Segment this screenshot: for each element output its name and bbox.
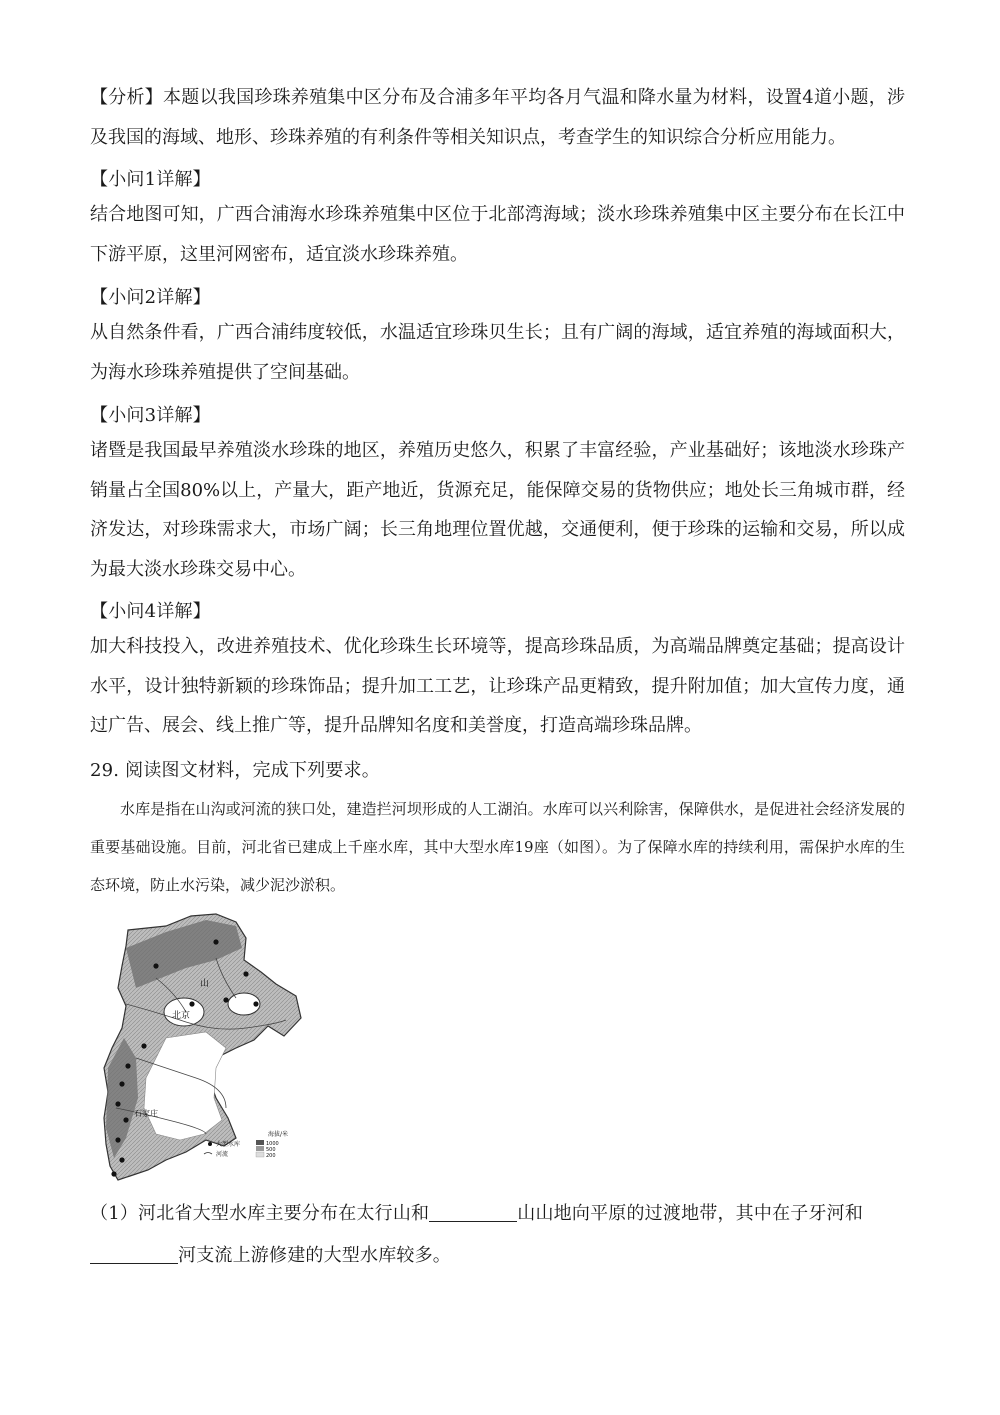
map-label-shan: 山 bbox=[200, 979, 210, 989]
question-1-line-1 bbox=[90, 1199, 863, 1225]
q2-title: 【小问2详解】 bbox=[90, 287, 211, 308]
legend-elev-3: 200 bbox=[266, 1153, 276, 1159]
map-label-shijiazhuang: 石家庄 bbox=[134, 1109, 158, 1118]
map-label-beijing: 北京 bbox=[172, 1011, 191, 1021]
q4-body: 加大科技投入，改进养殖技术、优化珍珠生长环境等，提高珍珠品质，为高端品牌奠定基础；提高设计水平，设计独特新颖的珍珠饰品；提升加工工艺，让珍珠产品更精致，提升附加值；加大宣传力度，通过广告、展会、线上推广等，提升品牌知名度和美誉度，打造高端珍珠品牌。 bbox=[90, 636, 905, 736]
answer-blank-1[interactable] bbox=[429, 1203, 517, 1222]
analysis-paragraph: 【分析】本题以我国珍珠养殖集中区分布及合浦多年平均各月气温和降水量为材料，设置4道小题，涉及我国的海域、地形、珍珠养殖的有利条件等相关知识点，考查学生的知识综合分析应用能力。 bbox=[90, 87, 905, 148]
question-1-part-a: （1）河北省大型水库主要分布在太行山和 bbox=[90, 1203, 430, 1224]
q1-body: 结合地图可知，广西合浦海水珍珠养殖集中区位于北部湾海域；淡水珍珠养殖集中区主要分布在长江中下游平原，这里河网密布，适宜淡水珍珠养殖。 bbox=[90, 204, 905, 265]
q4-title: 【小问4详解】 bbox=[90, 601, 211, 622]
answer-blank-2[interactable] bbox=[90, 1245, 178, 1264]
q1-title: 【小问1详解】 bbox=[90, 169, 211, 190]
legend-river: 河流 bbox=[216, 1151, 229, 1158]
question-1-part-b: 山山地向平原的过渡地带，其中在子牙河和 bbox=[517, 1203, 864, 1224]
legend-elev-1: 1000 bbox=[266, 1141, 279, 1147]
q2-body: 从自然条件看，广西合浦纬度较低，水温适宜珍珠贝生长；且有广阔的海域，适宜养殖的海域面积大，为海水珍珠养殖提供了空间基础。 bbox=[90, 322, 905, 383]
legend-title: 海拔/米 bbox=[268, 1131, 289, 1138]
q29-title: 29. 阅读图文材料，完成下列要求。 bbox=[90, 760, 380, 781]
legend-reservoir: 大型水库 bbox=[216, 1141, 241, 1148]
question-1-part-c: 河支流上游修建的大型水库较多。 bbox=[178, 1245, 451, 1266]
hebei-reservoir-map bbox=[96, 908, 306, 1186]
question-1-line-2 bbox=[90, 1241, 451, 1267]
q3-title: 【小问3详解】 bbox=[90, 405, 211, 426]
legend-elev-2: 500 bbox=[266, 1147, 276, 1153]
q3-body: 诸暨是我国最早养殖淡水珍珠的地区，养殖历史悠久，积累了丰富经验，产业基础好；该地淡水珍珠产销量占全国80%以上，产量大，距产地近，货源充足，能保障交易的货物供应；地处长三角城市群，经济发达，对珍珠需求大，市场广阔；长三角地理位置优越，交通便利，便于珍珠的运输和交易，所以成为最大淡水珍珠交易中心。 bbox=[90, 440, 905, 580]
q29-material: 水库是指在山沟或河流的狭口处，建造拦河坝形成的人工湖泊。水库可以兴利除害，保障供水，是促进社会经济发展的重要基础设施。目前，河北省已建成上千座水库，其中大型水库19座（如图）。为了保障水库的持续利用，需保护水库的生态环境，防止水污染，减少泥沙淤积。 bbox=[90, 800, 905, 894]
